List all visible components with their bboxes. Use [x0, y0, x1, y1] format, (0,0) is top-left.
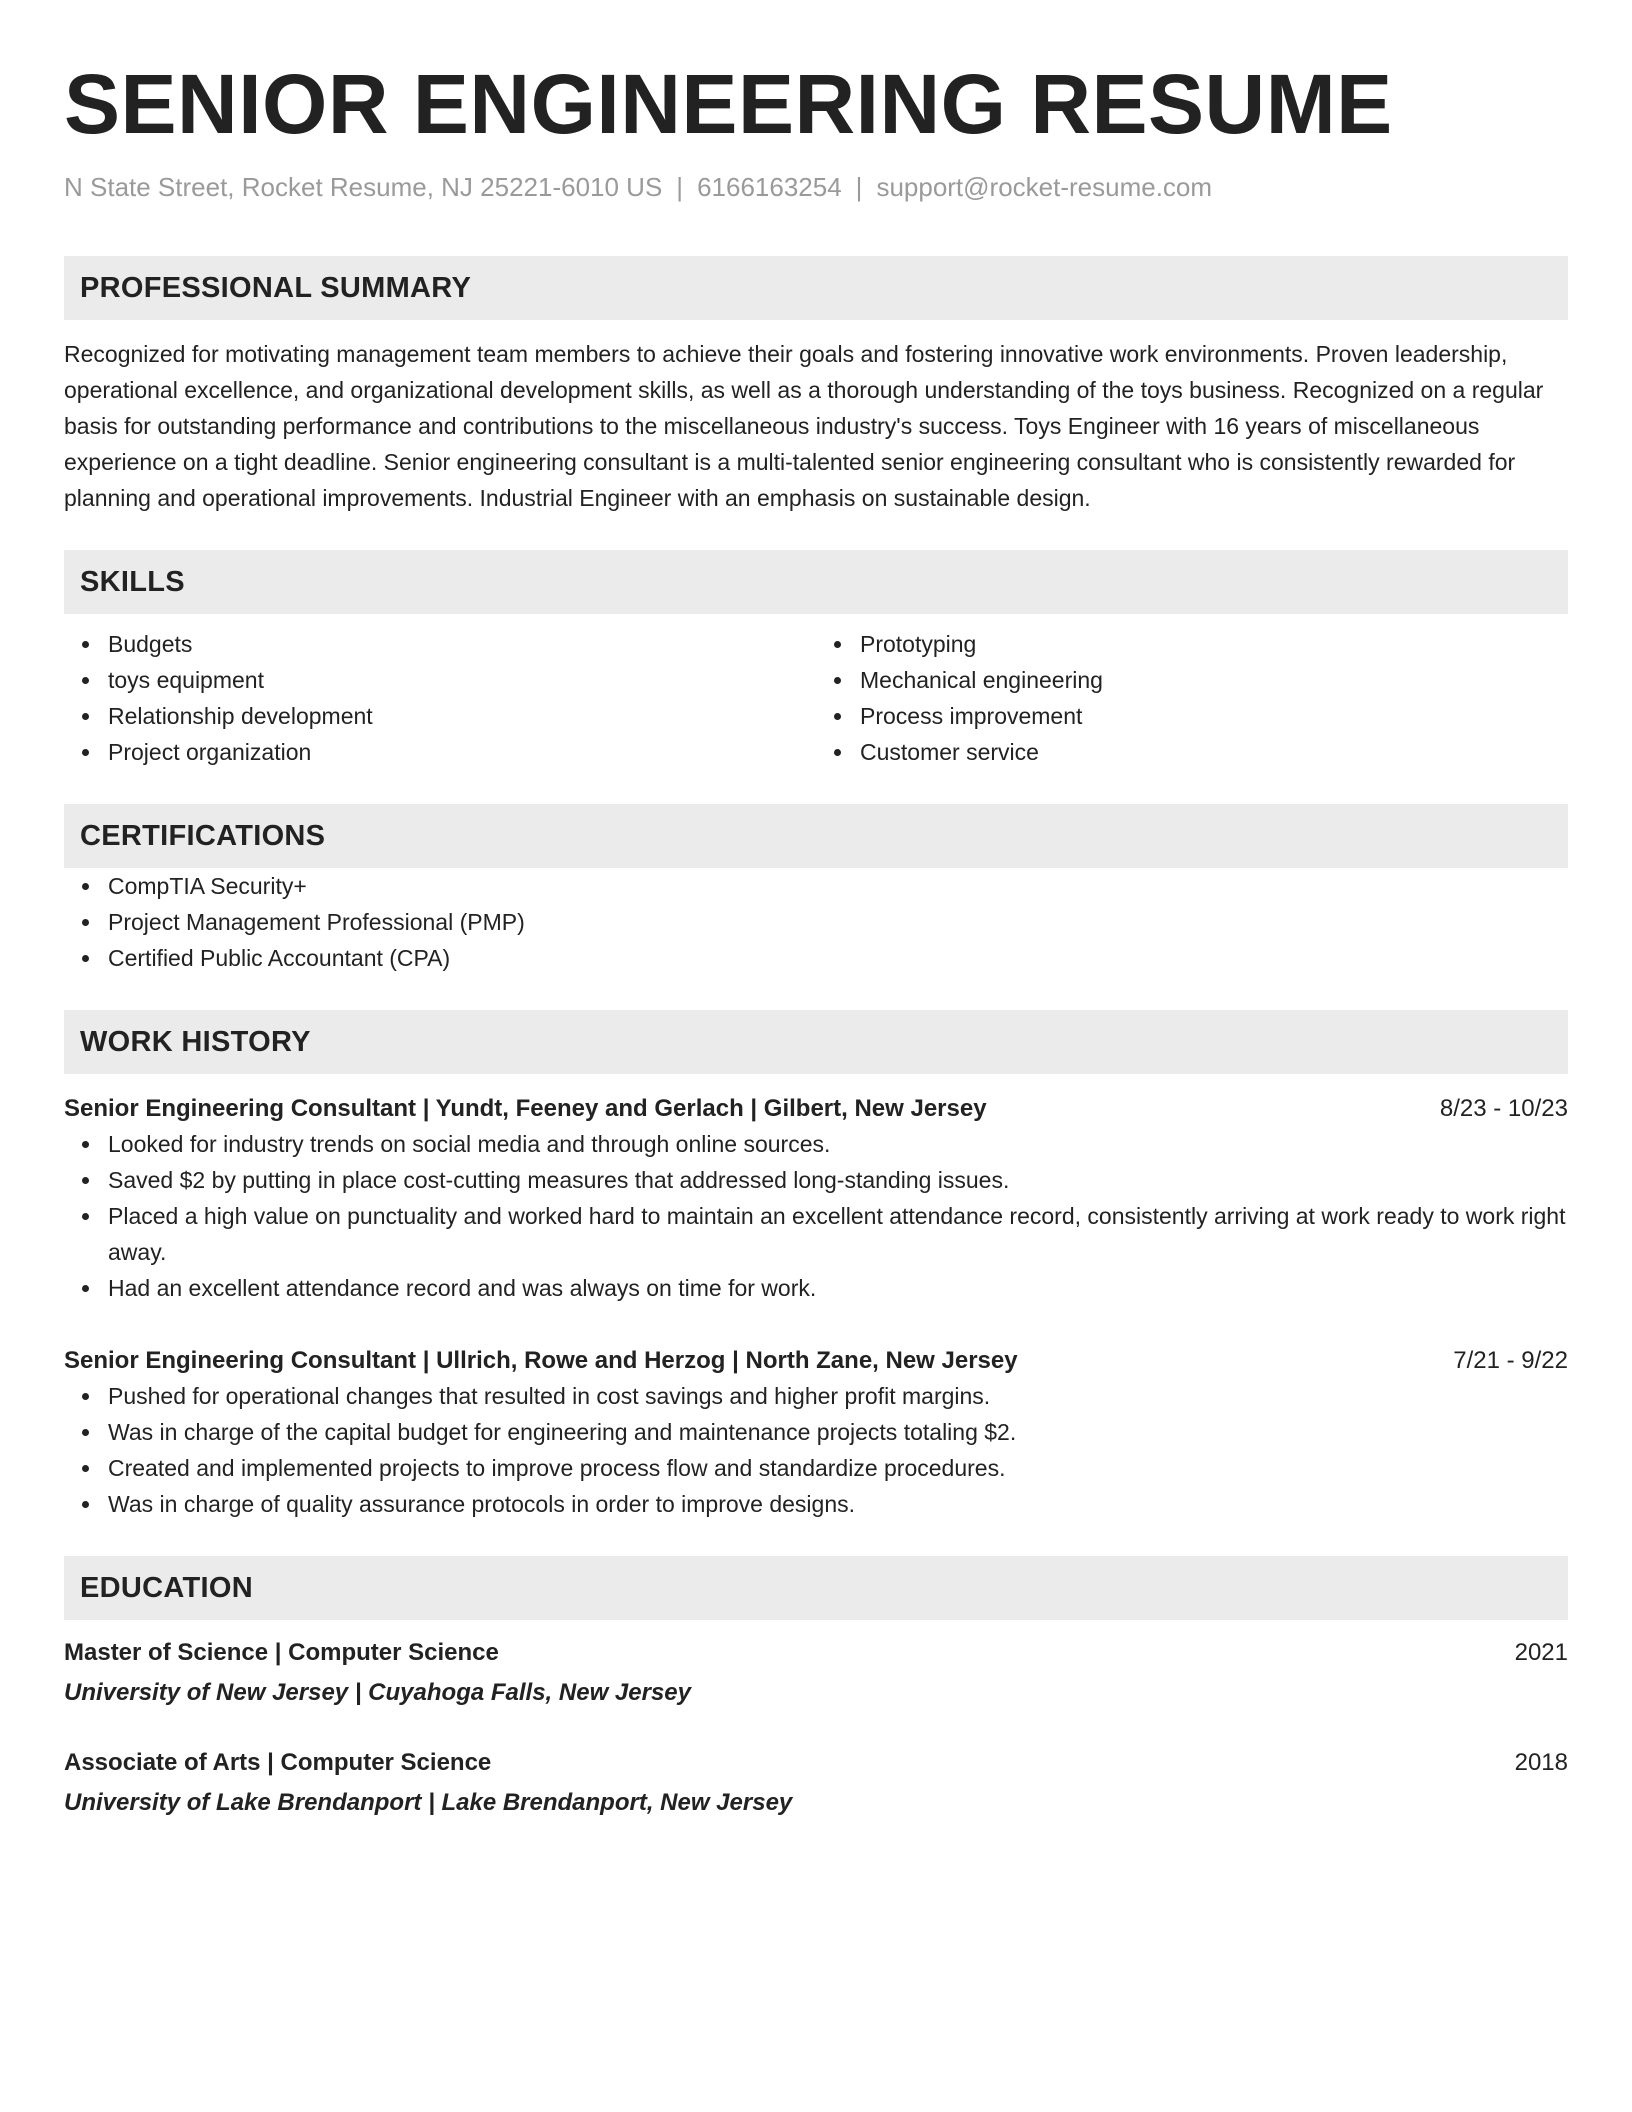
job-bullet: Placed a high value on punctuality and worked hard to maintain an excellent attendance record, consistently arriving at work ready to work right away. [108, 1198, 1568, 1270]
job-dates: 8/23 - 10/23 [1439, 1095, 1568, 1122]
skill-item: Relationship development [108, 698, 816, 734]
contact-phone: 6166163254 [697, 172, 842, 202]
job-dates: 7/21 - 9/22 [1453, 1347, 1568, 1374]
section-title: WORK HISTORY [80, 1025, 311, 1058]
education-school: University of Lake Brendanport | Lake Brendanport, New Jersey [64, 1789, 793, 1816]
certification-item: CompTIA Security+ [108, 868, 1568, 904]
contact-email: support@rocket-resume.com [876, 172, 1213, 202]
contact-address: N State Street, Rocket Resume, NJ 25221-6010 US [64, 172, 663, 202]
job-heading: Senior Engineering Consultant | Yundt, Feeney and Gerlach | Gilbert, New Jersey [64, 1095, 987, 1122]
job-heading: Senior Engineering Consultant | Ullrich, Rowe and Herzog | North Zane, New Jersey [64, 1347, 1018, 1374]
job-bullet: Had an excellent attendance record and was always on time for work. [108, 1270, 1568, 1306]
contact-separator: | [855, 172, 863, 202]
section-header-education [64, 1556, 1568, 1620]
certification-item: Certified Public Accountant (CPA) [108, 940, 1568, 976]
section-header-work-history [64, 1010, 1568, 1074]
skill-item: Prototyping [860, 626, 1568, 662]
education-year: 2018 [1514, 1749, 1568, 1776]
education-school: University of New Jersey | Cuyahoga Falls, New Jersey [64, 1679, 691, 1706]
contact-line [64, 170, 1568, 204]
job-entry [64, 1092, 1568, 1306]
skill-item: Budgets [108, 626, 816, 662]
education-entry [64, 1636, 1568, 1710]
job-bullet: Looked for industry trends on social media and through online sources. [108, 1126, 1568, 1162]
section-title: EDUCATION [80, 1571, 253, 1604]
job-bullet: Was in charge of the capital budget for engineering and maintenance projects totaling $2. [108, 1414, 1568, 1450]
certification-item: Project Management Professional (PMP) [108, 904, 1568, 940]
skill-item: Project organization [108, 734, 816, 770]
section-header-skills [64, 550, 1568, 614]
certifications-list [64, 868, 1568, 976]
job-bullet-list [64, 1378, 1568, 1522]
resume-title: SENIOR ENGINEERING RESUME [64, 57, 1393, 151]
section-header-summary [64, 256, 1568, 320]
skills-column-right [816, 626, 1568, 770]
skills-column-left [64, 626, 816, 770]
skills-list-left [64, 626, 816, 770]
job-heading-row [64, 1344, 1568, 1378]
job-bullet: Pushed for operational changes that resulted in cost savings and higher profit margins. [108, 1378, 1568, 1414]
skill-item: toys equipment [108, 662, 816, 698]
job-entry [64, 1344, 1568, 1522]
skills-columns [64, 626, 1568, 770]
job-bullet: Created and implemented projects to improve process flow and standardize procedures. [108, 1450, 1568, 1486]
skill-item: Mechanical engineering [860, 662, 1568, 698]
job-bullet: Was in charge of quality assurance protocols in order to improve designs. [108, 1486, 1568, 1522]
education-degree-row [64, 1636, 1568, 1670]
education-year: 2021 [1514, 1639, 1568, 1666]
contact-separator: | [676, 172, 684, 202]
job-bullet: Saved $2 by putting in place cost-cutting measures that addressed long-standing issues. [108, 1162, 1568, 1198]
skills-list-right [816, 626, 1568, 770]
section-title: CERTIFICATIONS [80, 819, 326, 852]
section-title: SKILLS [80, 565, 185, 598]
skill-item: Process improvement [860, 698, 1568, 734]
education-degree: Master of Science | Computer Science [64, 1639, 499, 1666]
summary-text: Recognized for motivating management team members to achieve their goals and fostering innovative work environments. Proven leadership, operational excellence, and organizational development skills, as well as a thorough understanding of the toys business. Recognized on a regular basis for outstanding performance and contributions to the miscellaneous industry's success. Toys Engineer with 16 years of miscellaneous experience on a tight deadline. Senior engineering consultant is a multi-talented senior engineering consultant who is consistently rewarded for planning and operational improvements. Industrial Engineer with an emphasis on sustainable design. [64, 341, 1544, 511]
education-entry [64, 1746, 1568, 1820]
education-degree-row [64, 1746, 1568, 1780]
job-heading-row [64, 1092, 1568, 1126]
job-bullet-list [64, 1126, 1568, 1306]
education-degree: Associate of Arts | Computer Science [64, 1749, 492, 1776]
skill-item: Customer service [860, 734, 1568, 770]
section-title: PROFESSIONAL SUMMARY [80, 271, 472, 304]
section-header-certifications [64, 804, 1568, 868]
